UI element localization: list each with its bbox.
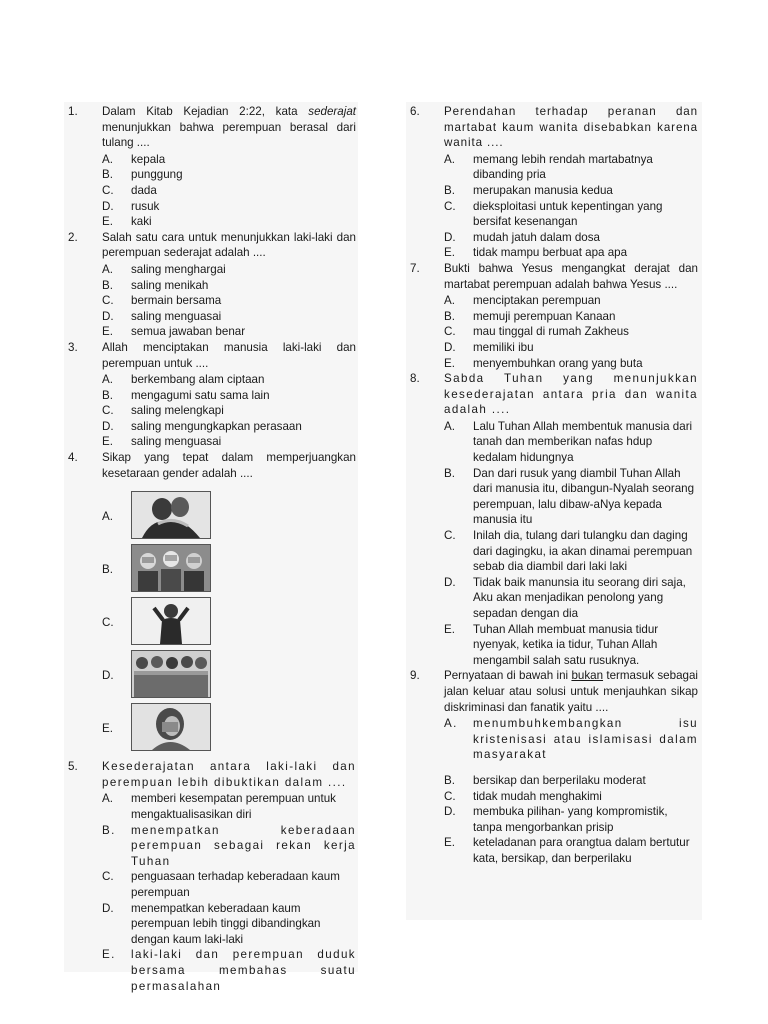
option-text: membuka pilihan- yang kompromistik, tanpa mengorbankan prisip bbox=[473, 805, 668, 834]
question-number: 2. bbox=[68, 230, 78, 244]
photo-man-stressed bbox=[131, 597, 211, 645]
option-a[interactable] bbox=[102, 152, 356, 168]
option-text: saling menghargai bbox=[131, 262, 226, 276]
option-b[interactable] bbox=[102, 278, 356, 294]
option-c[interactable] bbox=[68, 597, 356, 650]
question-8 bbox=[410, 371, 698, 668]
option-letter: E. bbox=[102, 948, 116, 962]
option-letter: D. bbox=[102, 419, 114, 433]
option-d[interactable] bbox=[444, 575, 698, 622]
question-3 bbox=[68, 340, 356, 450]
option-letter: E. bbox=[444, 836, 455, 850]
question-text: Sikap yang tepat dalam memperjuangkan kesetaraan gender adalah .... bbox=[102, 451, 356, 480]
option-text: keteladanan para orangtua dalam bertutur kata, bersikap, dan berperilaku bbox=[473, 836, 690, 865]
option-text: menumbuhkembangkan isu kristenisasi atau islamisasi dalam masyarakat bbox=[473, 717, 698, 762]
option-text: Lalu Tuhan Allah membentuk manusia dari tanah dan memberikan nafas hdup kedalam hidungnya bbox=[473, 419, 693, 465]
option-c[interactable] bbox=[102, 293, 356, 309]
option-c[interactable] bbox=[444, 199, 698, 230]
option-text: memuji perempuan Kanaan bbox=[473, 309, 616, 323]
option-b[interactable] bbox=[444, 466, 698, 528]
option-text: memberi kesempatan perempuan untuk mengaktualisasikan diri bbox=[131, 792, 336, 822]
question-5 bbox=[68, 759, 356, 994]
option-letter: E. bbox=[102, 215, 113, 229]
option-e[interactable] bbox=[444, 835, 698, 866]
option-letter: B. bbox=[444, 773, 455, 787]
option-text: dieksploitasi untuk kepentingan yang bersifat kesenangan bbox=[473, 199, 663, 229]
option-list bbox=[444, 419, 698, 669]
option-letter: A. bbox=[444, 717, 458, 731]
option-text: tidak mampu berbuat apa apa bbox=[473, 246, 628, 260]
option-b[interactable] bbox=[68, 544, 356, 597]
option-a[interactable] bbox=[444, 716, 698, 763]
option-e[interactable] bbox=[102, 434, 356, 450]
question-number: 4. bbox=[68, 451, 78, 465]
option-text: merupakan manusia kedua bbox=[473, 183, 613, 197]
option-letter: E. bbox=[444, 622, 455, 636]
option-text: bersikap dan berperilaku moderat bbox=[473, 773, 646, 787]
question-2 bbox=[68, 230, 356, 340]
option-letter: B. bbox=[102, 168, 113, 182]
question-number: 8. bbox=[410, 372, 420, 386]
question-number: 9. bbox=[410, 669, 420, 683]
option-text: kepala bbox=[131, 152, 166, 166]
question-text bbox=[444, 668, 698, 715]
option-letter: A. bbox=[102, 152, 113, 166]
option-text: semua jawaban benar bbox=[131, 325, 246, 339]
option-e[interactable] bbox=[444, 622, 698, 669]
option-text: menyembuhkan orang yang buta bbox=[473, 356, 643, 370]
option-text: mengagumi satu sama lain bbox=[131, 388, 270, 402]
option-letter: D. bbox=[444, 575, 456, 589]
option-text: dada bbox=[131, 183, 157, 197]
option-text: bermain bersama bbox=[131, 294, 222, 308]
question-text: Sabda Tuhan yang menunjukkan kesederajatan antara pria dan wanita adalah .... bbox=[444, 372, 698, 417]
option-text: penguasaan terhadap keberadaan kaum perempuan bbox=[131, 870, 340, 899]
option-c[interactable] bbox=[102, 869, 356, 900]
option-b[interactable] bbox=[102, 388, 356, 404]
question-7 bbox=[410, 261, 698, 371]
option-a[interactable] bbox=[68, 491, 356, 544]
question-number: 1. bbox=[68, 105, 78, 118]
option-c[interactable] bbox=[102, 403, 356, 419]
option-letter: D. bbox=[102, 199, 114, 213]
question-9 bbox=[410, 668, 698, 866]
option-b[interactable] bbox=[102, 167, 356, 183]
option-letter: A. bbox=[102, 373, 113, 387]
option-list bbox=[102, 152, 356, 230]
option-letter: A. bbox=[444, 152, 455, 166]
option-b[interactable] bbox=[444, 183, 698, 199]
option-d[interactable] bbox=[102, 419, 356, 435]
option-letter: C. bbox=[444, 529, 456, 543]
option-list bbox=[444, 152, 698, 261]
question-number: 6. bbox=[410, 105, 420, 118]
option-letter: B. bbox=[444, 466, 455, 480]
right-column bbox=[410, 104, 698, 867]
question-6 bbox=[410, 104, 698, 261]
option-d[interactable] bbox=[68, 650, 356, 703]
question-number: 7. bbox=[410, 261, 420, 275]
option-text: saling menikah bbox=[131, 278, 209, 292]
option-d[interactable] bbox=[102, 901, 356, 948]
option-d[interactable] bbox=[444, 340, 698, 356]
option-text: mau tinggal di rumah Zakheus bbox=[473, 325, 629, 339]
option-text: memang lebih rendah martabatnya dibanding pria bbox=[473, 152, 653, 182]
photo-three-people-covering-faces bbox=[131, 544, 211, 592]
question-text: Salah satu cara untuk menunjukkan laki-laki dan perempuan sederajat adalah .... bbox=[102, 230, 356, 260]
option-d[interactable] bbox=[102, 309, 356, 325]
option-c[interactable] bbox=[444, 789, 698, 805]
question-text-part: Pernyataan di bawah ini bbox=[444, 669, 572, 683]
option-letter: C. bbox=[102, 616, 114, 630]
option-a[interactable] bbox=[444, 293, 698, 309]
option-b[interactable] bbox=[444, 773, 698, 789]
option-a[interactable] bbox=[102, 262, 356, 278]
option-b[interactable] bbox=[102, 823, 356, 870]
option-letter: C. bbox=[444, 789, 456, 803]
option-text: kaki bbox=[131, 215, 152, 229]
option-text: menciptakan perempuan bbox=[473, 294, 601, 308]
option-c[interactable] bbox=[102, 183, 356, 199]
option-text: berkembang alam ciptaan bbox=[131, 373, 265, 387]
option-letter: C. bbox=[444, 325, 456, 339]
option-e[interactable] bbox=[444, 245, 698, 261]
option-text: mudah jatuh dalam dosa bbox=[473, 230, 600, 244]
option-letter: B. bbox=[102, 388, 113, 402]
option-text: memiliki ibu bbox=[473, 340, 534, 354]
option-list bbox=[444, 716, 698, 866]
option-text: saling mengungkapkan perasaan bbox=[131, 419, 302, 433]
option-text: punggung bbox=[131, 168, 183, 182]
option-d[interactable] bbox=[102, 199, 356, 215]
option-text: menempatkan keberadaan kaum perempuan lebih tinggi dibandingkan dengan kaum laki-laki bbox=[131, 901, 321, 946]
option-letter: D. bbox=[102, 309, 114, 323]
question-4 bbox=[68, 450, 356, 756]
option-letter: C. bbox=[102, 183, 114, 197]
option-text: tidak mudah menghakimi bbox=[473, 789, 602, 803]
option-list bbox=[444, 293, 698, 371]
option-text: saling menguasai bbox=[131, 435, 222, 449]
option-c[interactable] bbox=[444, 324, 698, 340]
option-text: Tuhan Allah membuat manusia tidur nyenyak, ketika ia tidur, Tuhan Allah mengambil salah satu rusuknya. bbox=[473, 622, 659, 667]
option-text: rusuk bbox=[131, 199, 160, 213]
option-text: Inilah dia, tulang dari tulangku dan daging dari dagingku, ia akan dinamai perempuan sebab dia diambil dari laki laki bbox=[473, 529, 693, 574]
option-letter: A. bbox=[444, 419, 455, 433]
question-text: Perendahan terhadap peranan dan martabat kaum wanita disebabkan karena wanita .... bbox=[444, 105, 698, 150]
question-text: Allah menciptakan manusia laki-laki dan perempuan untuk .... bbox=[102, 340, 356, 370]
option-e[interactable] bbox=[444, 356, 698, 372]
option-list bbox=[102, 262, 356, 340]
option-list bbox=[102, 372, 356, 450]
option-a[interactable] bbox=[444, 419, 698, 466]
option-text: laki-laki dan perempuan duduk bersama membahas suatu permasalahan bbox=[131, 948, 356, 993]
option-letter: E. bbox=[444, 356, 455, 370]
option-letter: B. bbox=[444, 183, 455, 197]
question-number: 3. bbox=[68, 340, 78, 354]
option-e[interactable] bbox=[68, 703, 356, 756]
option-letter: E. bbox=[102, 435, 113, 449]
option-letter: D. bbox=[444, 340, 456, 354]
option-letter: D. bbox=[102, 901, 114, 915]
photo-group-embracing bbox=[131, 650, 211, 698]
option-c[interactable] bbox=[444, 528, 698, 575]
option-letter: E. bbox=[102, 325, 113, 339]
option-letter: C. bbox=[444, 199, 456, 213]
option-letter: B. bbox=[102, 278, 113, 292]
question-number: 5. bbox=[68, 760, 78, 774]
option-letter: E. bbox=[444, 246, 455, 260]
option-letter: D. bbox=[102, 669, 114, 683]
option-e[interactable] bbox=[102, 324, 356, 340]
option-letter: D. bbox=[444, 805, 456, 819]
option-text: saling melengkapi bbox=[131, 404, 224, 418]
option-letter: D. bbox=[444, 230, 456, 244]
option-a[interactable] bbox=[444, 152, 698, 183]
question-text: Bukti bahwa Yesus mengangkat derajat dan martabat perempuan adalah bahwa Yesus .... bbox=[444, 261, 698, 291]
option-list bbox=[102, 791, 356, 994]
option-letter: C. bbox=[102, 294, 114, 308]
option-letter: E. bbox=[102, 722, 113, 736]
question-1 bbox=[68, 104, 356, 230]
option-text: Dan dari rusuk yang diambil Tuhan Allah dari manusia itu, dibangun-Nyalah seorang perempuan, lalu dibaw-aNya kepada manusia itu bbox=[473, 466, 695, 527]
photo-couple-hugging bbox=[131, 491, 211, 539]
option-letter: A. bbox=[102, 792, 113, 806]
option-d[interactable] bbox=[444, 230, 698, 246]
option-a[interactable] bbox=[102, 372, 356, 388]
option-b[interactable] bbox=[444, 309, 698, 325]
question-text-part: Dalam Kitab Kejadian 2:22, kata bbox=[102, 105, 309, 118]
option-letter: C. bbox=[102, 404, 114, 418]
option-letter: B. bbox=[102, 563, 113, 577]
option-letter: A. bbox=[102, 510, 113, 524]
option-text: menempatkan keberadaan perempuan sebagai rekan kerja Tuhan bbox=[131, 823, 356, 868]
photo-woman-crying bbox=[131, 703, 211, 751]
question-text-part: menunjukkan bahwa perempuan berasal dari tulang .... bbox=[102, 120, 356, 150]
option-letter: B. bbox=[444, 309, 455, 323]
option-text: Tidak baik manunsia itu seorang diri saja, Aku akan menjadikan penolong yang sepadan dengan dia bbox=[473, 575, 686, 620]
option-letter: C. bbox=[102, 870, 114, 884]
option-d[interactable] bbox=[444, 804, 698, 835]
question-text-part: termasuk sebagai jalan keluar atau solusi untuk menjauhkan sikap diskriminasi dan fanatik yaitu .... bbox=[444, 669, 698, 714]
question-text bbox=[102, 104, 356, 151]
option-e[interactable] bbox=[102, 214, 356, 230]
question-text: Kesederajatan antara laki-laki dan perempuan lebih dibuktikan dalam .... bbox=[102, 760, 356, 789]
option-e[interactable] bbox=[102, 947, 356, 994]
option-text: saling menguasai bbox=[131, 309, 222, 323]
option-a[interactable] bbox=[102, 791, 356, 822]
left-column bbox=[68, 104, 356, 994]
option-letter: A. bbox=[444, 294, 455, 308]
option-letter: B. bbox=[102, 823, 116, 837]
option-letter: A. bbox=[102, 262, 113, 276]
underlined-term: bukan bbox=[571, 669, 604, 683]
italic-term: sederajat bbox=[308, 105, 356, 118]
